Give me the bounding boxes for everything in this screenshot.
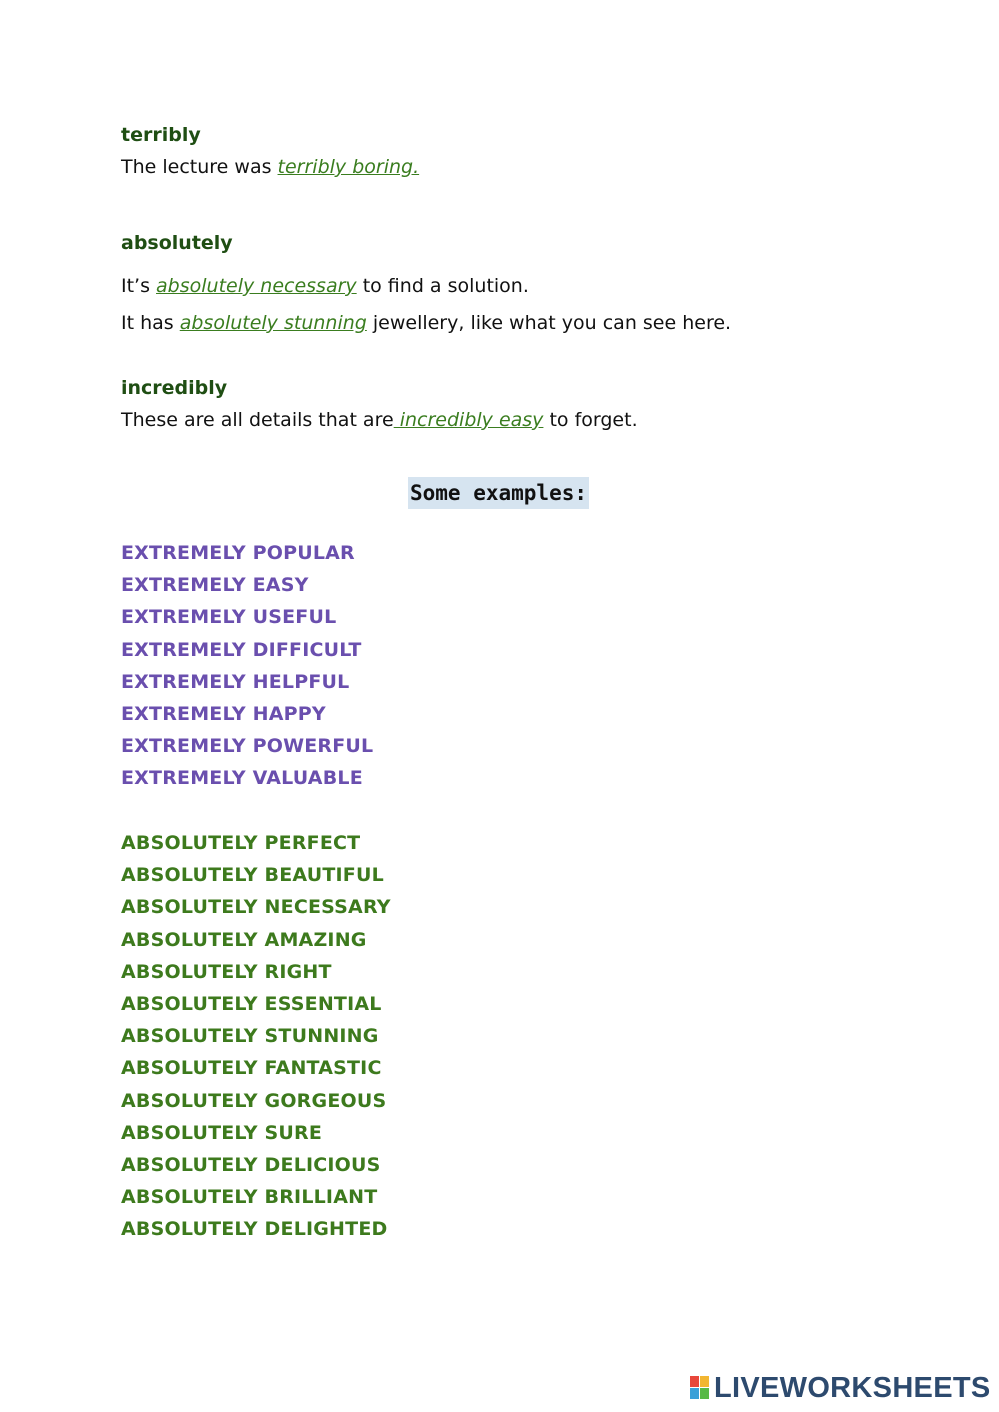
list-item: EXTREMELY VALUABLE — [121, 767, 363, 790]
list-item: ABSOLUTELY ESSENTIAL — [121, 992, 382, 1015]
list-item: ABSOLUTELY RIGHT — [121, 960, 332, 983]
sentence-text: It has — [121, 312, 180, 334]
section-heading-absolutely: absolutely — [121, 232, 233, 254]
list-item: ABSOLUTELY STUNNING — [121, 1025, 379, 1048]
example-sentence — [121, 275, 529, 297]
sentence-text: jewellery, like what you can see here. — [366, 312, 732, 334]
sentence-text: to forget. — [543, 409, 638, 431]
sentence-text: The lecture was — [121, 156, 278, 178]
section-heading-incredibly: incredibly — [121, 377, 228, 399]
highlighted-phrase: incredibly easy — [393, 409, 544, 431]
logo-text: LIVEWORKSHEETS — [714, 1371, 991, 1404]
list-item: EXTREMELY HELPFUL — [121, 670, 350, 693]
highlighted-phrase: absolutely necessary — [156, 275, 357, 297]
list-item: ABSOLUTELY DELIGHTED — [121, 1218, 388, 1241]
list-item: EXTREMELY POPULAR — [121, 542, 355, 564]
liveworksheets-logo — [690, 1373, 991, 1403]
list-item: EXTREMELY USEFUL — [121, 606, 337, 629]
section-heading-terribly: terribly — [121, 124, 201, 146]
list-item: ABSOLUTELY NECESSARY — [121, 896, 391, 919]
liveworksheets-logo-icon — [690, 1376, 710, 1400]
sentence-text: It’s — [121, 275, 157, 297]
examples-title: Some examples: — [408, 477, 589, 509]
list-item: ABSOLUTELY PERFECT — [121, 832, 361, 854]
extremely-examples-list — [121, 537, 373, 795]
absolutely-examples-list — [121, 827, 391, 1245]
list-item: ABSOLUTELY SURE — [121, 1121, 323, 1144]
example-sentence — [121, 156, 419, 178]
sentence-text: These are all details that are — [121, 409, 394, 431]
highlighted-phrase: terribly boring. — [277, 156, 420, 178]
list-item: EXTREMELY EASY — [121, 574, 309, 597]
highlighted-phrase: absolutely stunning — [179, 312, 367, 334]
list-item: ABSOLUTELY FANTASTIC — [121, 1057, 382, 1080]
example-sentence — [121, 312, 731, 334]
list-item: ABSOLUTELY GORGEOUS — [121, 1089, 387, 1112]
list-item: EXTREMELY DIFFICULT — [121, 638, 362, 661]
list-item: EXTREMELY HAPPY — [121, 702, 326, 725]
list-item: ABSOLUTELY BRILLIANT — [121, 1186, 378, 1209]
list-item: EXTREMELY POWERFUL — [121, 735, 374, 758]
list-item: ABSOLUTELY BEAUTIFUL — [121, 864, 384, 887]
sentence-text: to find a solution. — [356, 275, 529, 297]
list-item: ABSOLUTELY DELICIOUS — [121, 1153, 381, 1176]
list-item: ABSOLUTELY AMAZING — [121, 928, 367, 951]
example-sentence — [121, 409, 638, 431]
